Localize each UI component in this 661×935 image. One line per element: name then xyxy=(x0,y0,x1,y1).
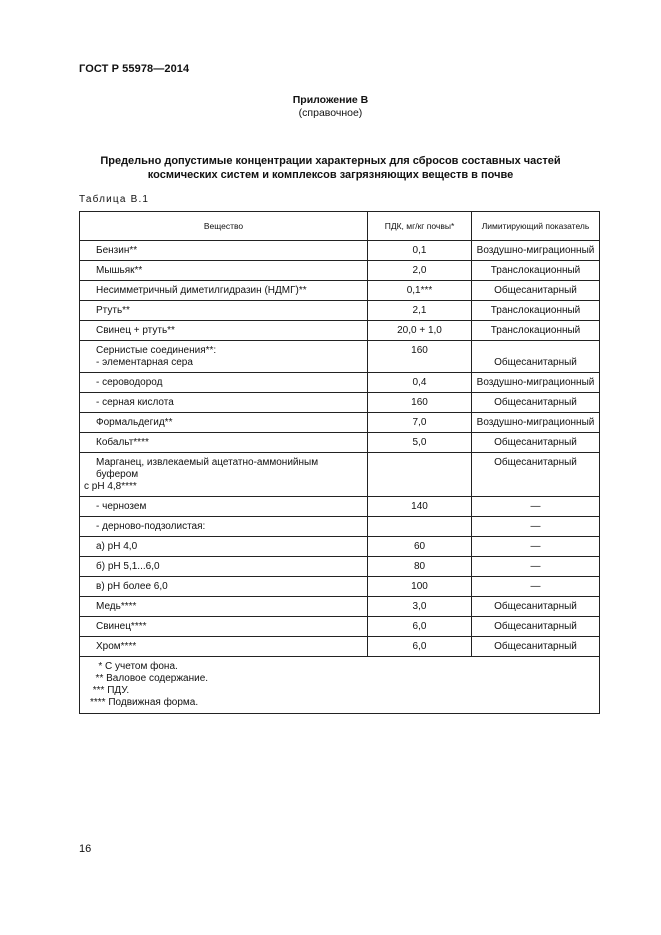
cell-pdk: 80 xyxy=(368,557,472,577)
cell-substance xyxy=(80,341,368,373)
table-row xyxy=(80,577,600,597)
title-line-1: Предельно допустимые концентрации характерных для сбросов составных частей xyxy=(100,155,561,167)
table-row xyxy=(80,241,600,261)
cell-limit: Транслокационный xyxy=(472,301,600,321)
cell-pdk: 7,0 xyxy=(368,413,472,433)
cell-limit: — xyxy=(472,537,600,557)
table-row xyxy=(80,497,600,517)
table-row xyxy=(80,301,600,321)
cell-substance-line: Марганец, извлекаемый ацетатно-аммонийным буфером xyxy=(96,457,319,480)
table-row xyxy=(80,433,600,453)
header-substance: Вещество xyxy=(80,212,368,241)
cell-limit: Общесанитарный xyxy=(472,597,600,617)
cell-substance: - чернозем xyxy=(80,497,368,517)
cell-limit: — xyxy=(472,557,600,577)
page-number: 16 xyxy=(79,843,92,855)
table-row xyxy=(80,281,600,301)
cell-substance: Ртуть** xyxy=(80,301,368,321)
cell-substance: Несимметричный диметилгидразин (НДМГ)** xyxy=(80,281,368,301)
table-row xyxy=(80,321,600,341)
cell-pdk: 0,1 xyxy=(368,241,472,261)
cell-substance xyxy=(80,453,368,497)
cell-limit: Общесанитарный xyxy=(472,281,600,301)
cell-pdk: 100 xyxy=(368,577,472,597)
cell-substance: - сероводород xyxy=(80,373,368,393)
table-row xyxy=(80,517,600,537)
cell-limit: Воздушно-миграционный xyxy=(472,373,600,393)
cell-limit: Общесанитарный xyxy=(472,453,600,497)
cell-pdk: 160 xyxy=(368,393,472,413)
table-row xyxy=(80,597,600,617)
cell-pdk: 6,0 xyxy=(368,637,472,657)
cell-substance: Мышьяк** xyxy=(80,261,368,281)
header-limiting-indicator: Лимитирующий показатель xyxy=(472,212,600,241)
standard-number: ГОСТ Р 55978—2014 xyxy=(79,63,190,75)
cell-substance: Свинец**** xyxy=(80,617,368,637)
cell-substance: Бензин** xyxy=(80,241,368,261)
cell-pdk: 140 xyxy=(368,497,472,517)
cell-substance: в) рН более 6,0 xyxy=(80,577,368,597)
table-row xyxy=(80,373,600,393)
cell-substance-subline: - элементарная сера xyxy=(96,357,193,368)
cell-limit: — xyxy=(472,517,600,537)
cell-substance: Кобальт**** xyxy=(80,433,368,453)
cell-pdk: 2,0 xyxy=(368,261,472,281)
footnote-2: ** Валовое содержание. xyxy=(90,673,209,684)
cell-pdk xyxy=(368,453,472,497)
table-footnotes-row xyxy=(80,657,600,714)
cell-substance: б) рН 5,1...6,0 xyxy=(80,557,368,577)
cell-pdk: 0,1*** xyxy=(368,281,472,301)
cell-limit: Воздушно-миграционный xyxy=(472,241,600,261)
table-caption: Таблица В.1 xyxy=(79,194,150,205)
footnote-1: * С учетом фона. xyxy=(90,661,178,672)
cell-substance: Хром**** xyxy=(80,637,368,657)
document-title xyxy=(60,154,601,182)
footnote-3: *** ПДУ. xyxy=(90,685,130,696)
cell-substance: а) рН 4,0 xyxy=(80,537,368,557)
table-row xyxy=(80,341,600,373)
cell-limit: Общесанитарный xyxy=(472,617,600,637)
table-footnotes xyxy=(80,657,600,714)
cell-substance: Свинец + ртуть** xyxy=(80,321,368,341)
cell-limit: Транслокационный xyxy=(472,261,600,281)
cell-pdk: 5,0 xyxy=(368,433,472,453)
appendix-note: (справочное) xyxy=(298,107,363,119)
cell-pdk: 6,0 xyxy=(368,617,472,637)
table-row xyxy=(80,637,600,657)
cell-limit: Общесанитарный xyxy=(472,393,600,413)
cell-pdk: 0,4 xyxy=(368,373,472,393)
title-line-2: космических систем и комплексов загрязняющих веществ в почве xyxy=(147,169,514,181)
cell-limit: — xyxy=(472,577,600,597)
cell-substance-continuation: с рН 4,8**** xyxy=(84,481,137,492)
cell-substance: - серная кислота xyxy=(80,393,368,413)
cell-limit: Воздушно-миграционный xyxy=(472,413,600,433)
cell-limit: Общесанитарный xyxy=(472,637,600,657)
table-row xyxy=(80,537,600,557)
table-row xyxy=(80,261,600,281)
table-row xyxy=(80,413,600,433)
cell-pdk: 3,0 xyxy=(368,597,472,617)
cell-substance: Формальдегид** xyxy=(80,413,368,433)
cell-substance: - дерново-подзолистая: xyxy=(80,517,368,537)
cell-pdk: 60 xyxy=(368,537,472,557)
cell-limit: Общесанитарный xyxy=(472,433,600,453)
table-row xyxy=(80,453,600,497)
table-header-row xyxy=(80,212,600,241)
table-row xyxy=(80,557,600,577)
cell-limit: Транслокационный xyxy=(472,321,600,341)
table-row xyxy=(80,617,600,637)
cell-pdk: 2,1 xyxy=(368,301,472,321)
footnote-4: **** Подвижная форма. xyxy=(90,697,199,708)
cell-limit: — xyxy=(472,497,600,517)
cell-limit: Общесанитарный xyxy=(472,341,600,373)
header-pdk: ПДК, мг/кг почвы* xyxy=(368,212,472,241)
table-row xyxy=(80,393,600,413)
appendix-heading xyxy=(0,94,661,120)
appendix-label: Приложение В xyxy=(292,94,369,106)
cell-pdk xyxy=(368,517,472,537)
pdk-table xyxy=(79,211,600,714)
cell-pdk: 160 xyxy=(368,341,472,373)
cell-substance-line: Сернистые соединения**: xyxy=(96,345,217,356)
cell-substance: Медь**** xyxy=(80,597,368,617)
cell-pdk: 20,0 + 1,0 xyxy=(368,321,472,341)
